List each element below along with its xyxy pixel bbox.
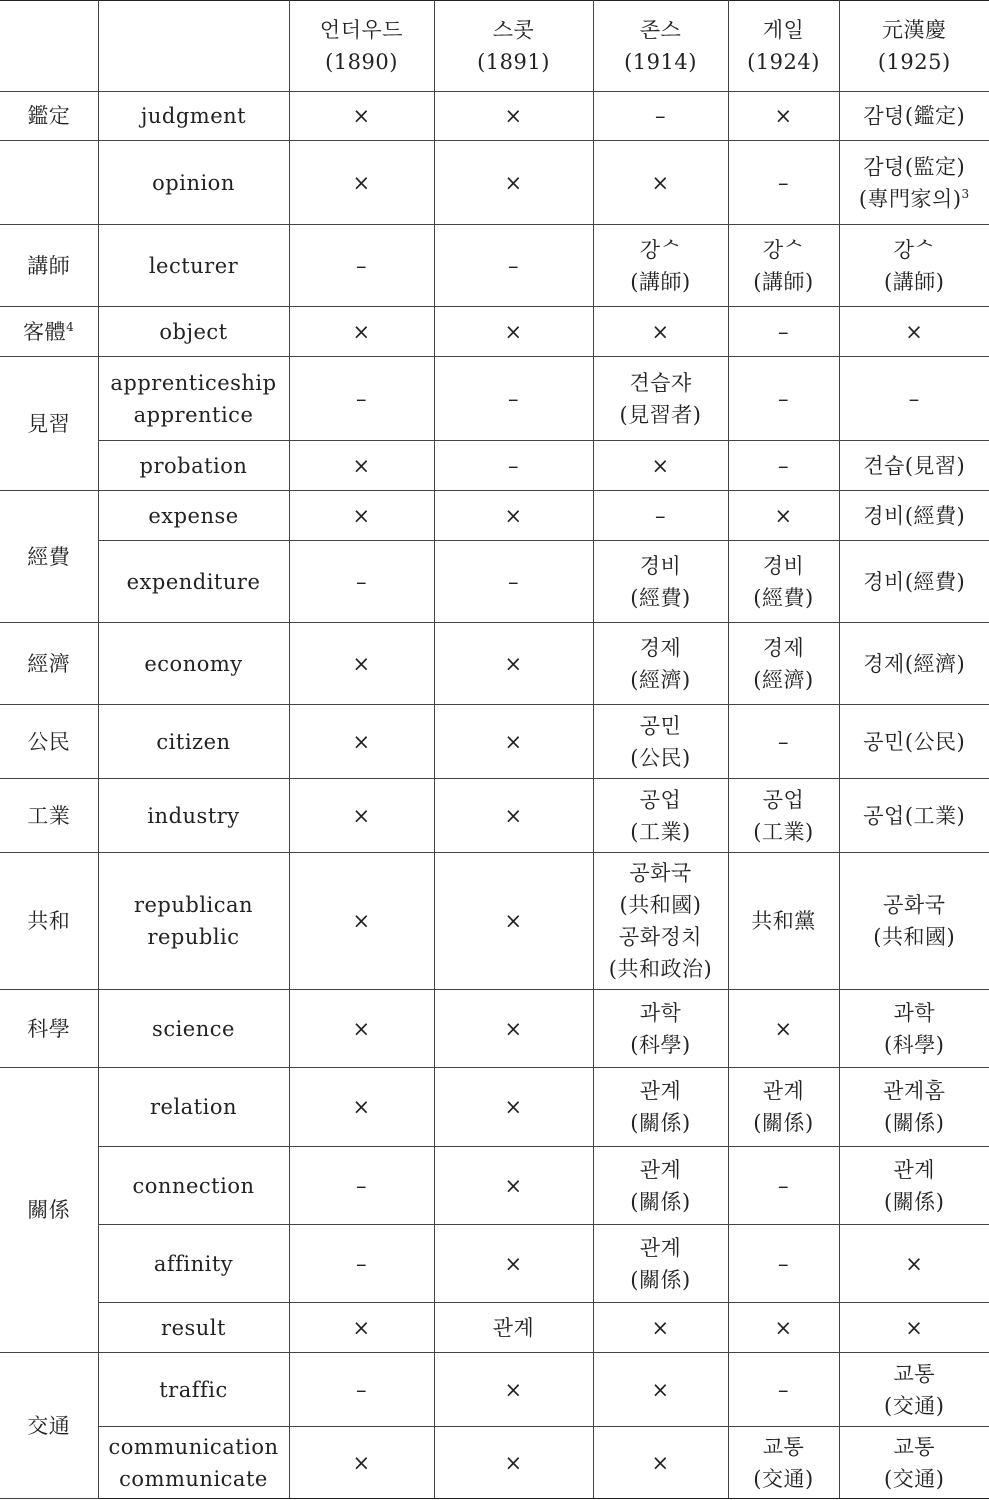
cell-scott: –: [434, 541, 593, 623]
table-row: [0, 623, 989, 705]
table-row: [0, 141, 989, 225]
cell-underwood: ×: [289, 1303, 434, 1353]
cell-scott: ×: [434, 1427, 593, 1499]
cell-scott: ×: [434, 307, 593, 357]
english-term: economy: [98, 623, 289, 705]
cell-won: 강ᄉ (講師): [839, 225, 989, 307]
english-term: science: [98, 990, 289, 1068]
cell-jones: ×: [593, 1427, 728, 1499]
cell-underwood: ×: [289, 141, 434, 225]
cell-won: 교통 (交通): [839, 1353, 989, 1427]
hanja-term: 交通: [0, 1353, 98, 1499]
cell-jones: 공민 (公民): [593, 705, 728, 779]
table-row: [0, 1427, 989, 1499]
cell-underwood: –: [289, 357, 434, 441]
english-term: citizen: [98, 705, 289, 779]
hanja-term: 講師: [0, 225, 98, 307]
table-row: [0, 779, 989, 853]
cell-won: 공화국 (共和國): [839, 853, 989, 990]
cell-gale: –: [728, 1225, 839, 1303]
header-scott: 스콧 (1891): [434, 1, 593, 92]
header-gale: 게일 (1924): [728, 1, 839, 92]
cell-underwood: ×: [289, 1427, 434, 1499]
table-row: [0, 441, 989, 491]
cell-jones: 공업 (工業): [593, 779, 728, 853]
cell-jones: 과학 (科學): [593, 990, 728, 1068]
table-row: [0, 225, 989, 307]
header-jones: 존스 (1914): [593, 1, 728, 92]
cell-won: ×: [839, 1225, 989, 1303]
cell-gale: ×: [728, 990, 839, 1068]
hanja-term-empty: [0, 141, 98, 225]
cell-underwood: ×: [289, 853, 434, 990]
cell-scott: ×: [434, 1147, 593, 1225]
cell-underwood: –: [289, 1147, 434, 1225]
english-term: affinity: [98, 1225, 289, 1303]
cell-won: 공민(公民): [839, 705, 989, 779]
english-term: expense: [98, 491, 289, 541]
cell-gale: –: [728, 1147, 839, 1225]
cell-underwood: ×: [289, 1068, 434, 1147]
cell-jones: ×: [593, 1303, 728, 1353]
cell-jones: 공화국 (共和國) 공화정치 (共和政治): [593, 853, 728, 990]
cell-gale: –: [728, 705, 839, 779]
table-row: [0, 307, 989, 357]
cell-gale: 교통 (交通): [728, 1427, 839, 1499]
cell-jones: 경제 (經濟): [593, 623, 728, 705]
cell-scott: ×: [434, 92, 593, 141]
hanja-term: 客體$^4$: [0, 307, 98, 357]
cell-won: 과학 (科學): [839, 990, 989, 1068]
hanja-term: 經費: [0, 491, 98, 623]
header-won: 元漢慶 (1925): [839, 1, 989, 92]
cell-gale: 관계 (關係): [728, 1068, 839, 1147]
cell-won: 공업(工業): [839, 779, 989, 853]
table-row: [0, 990, 989, 1068]
table-row: [0, 1353, 989, 1427]
cell-scott: ×: [434, 705, 593, 779]
english-term: lecturer: [98, 225, 289, 307]
cell-underwood: ×: [289, 705, 434, 779]
cell-jones: 관계 (關係): [593, 1068, 728, 1147]
cell-jones: –: [593, 491, 728, 541]
cell-scott: ×: [434, 141, 593, 225]
table-row: [0, 1147, 989, 1225]
table-row: [0, 1068, 989, 1147]
english-term: opinion: [98, 141, 289, 225]
cell-underwood: –: [289, 541, 434, 623]
cell-underwood: ×: [289, 307, 434, 357]
cell-underwood: –: [289, 1353, 434, 1427]
table-row: [0, 92, 989, 141]
cell-underwood: ×: [289, 779, 434, 853]
cell-won: 감뎡(監定) (專門家의)$^3$: [839, 141, 989, 225]
cell-won: ×: [839, 307, 989, 357]
cell-won: 감뎡(鑑定): [839, 92, 989, 141]
cell-scott: ×: [434, 623, 593, 705]
english-term: probation: [98, 441, 289, 491]
table-row: [0, 705, 989, 779]
english-term: expenditure: [98, 541, 289, 623]
hanja-term: 見習: [0, 357, 98, 491]
header-underwood: 언더우드 (1890): [289, 1, 434, 92]
cell-jones: ×: [593, 1353, 728, 1427]
cell-jones: 견습쟈 (見習者): [593, 357, 728, 441]
cell-gale: –: [728, 307, 839, 357]
english-term: industry: [98, 779, 289, 853]
cell-jones: ×: [593, 307, 728, 357]
english-term: result: [98, 1303, 289, 1353]
cell-gale: 共和黨: [728, 853, 839, 990]
cell-gale: 강ᄉ (講師): [728, 225, 839, 307]
cell-scott: –: [434, 441, 593, 491]
cell-gale: 경비 (經費): [728, 541, 839, 623]
english-term: apprenticeship apprentice: [98, 357, 289, 441]
english-term: traffic: [98, 1353, 289, 1427]
cell-underwood: –: [289, 225, 434, 307]
cell-scott: ×: [434, 990, 593, 1068]
cell-jones: 관계 (關係): [593, 1147, 728, 1225]
cell-jones: 관계 (關係): [593, 1225, 728, 1303]
header-hanja-col: [0, 1, 98, 92]
cell-gale: 공업 (工業): [728, 779, 839, 853]
cell-jones: 경비 (經費): [593, 541, 728, 623]
cell-scott: ×: [434, 491, 593, 541]
footnote-marker: 3: [961, 186, 970, 201]
hanja-term: 經濟: [0, 623, 98, 705]
cell-underwood: ×: [289, 491, 434, 541]
cell-scott: ×: [434, 853, 593, 990]
cell-scott: ×: [434, 1068, 593, 1147]
cell-scott: ×: [434, 1353, 593, 1427]
header-row: [0, 1, 989, 92]
cell-scott: 관계: [434, 1303, 593, 1353]
cell-gale: ×: [728, 1303, 839, 1353]
cell-underwood: ×: [289, 441, 434, 491]
cell-jones: ×: [593, 141, 728, 225]
table-row: [0, 1303, 989, 1353]
header-english-col: [98, 1, 289, 92]
english-term: relation: [98, 1068, 289, 1147]
cell-won: 견습(見習): [839, 441, 989, 491]
cell-gale: 경제 (經濟): [728, 623, 839, 705]
cell-jones: ×: [593, 441, 728, 491]
cell-gale: –: [728, 441, 839, 491]
cell-won: 경비(經費): [839, 491, 989, 541]
english-term: object: [98, 307, 289, 357]
cell-won: –: [839, 357, 989, 441]
hanja-term: 鑑定: [0, 92, 98, 141]
english-term: republican republic: [98, 853, 289, 990]
cell-scott: –: [434, 357, 593, 441]
table-row: [0, 541, 989, 623]
cell-scott: ×: [434, 1225, 593, 1303]
cell-won: 교통 (交通): [839, 1427, 989, 1499]
cell-gale: ×: [728, 491, 839, 541]
cell-gale: –: [728, 141, 839, 225]
table-row: [0, 491, 989, 541]
cell-scott: ×: [434, 779, 593, 853]
hanja-term: 共和: [0, 853, 98, 990]
english-term: communication communicate: [98, 1427, 289, 1499]
cell-gale: –: [728, 1353, 839, 1427]
cell-won: 관계 (關係): [839, 1147, 989, 1225]
cell-underwood: ×: [289, 990, 434, 1068]
cell-won: ×: [839, 1303, 989, 1353]
cell-underwood: ×: [289, 92, 434, 141]
footnote-marker: 4: [66, 319, 75, 334]
cell-underwood: ×: [289, 623, 434, 705]
cell-won: 경제(經濟): [839, 623, 989, 705]
cell-underwood: –: [289, 1225, 434, 1303]
cell-won: 관계홈 (關係): [839, 1068, 989, 1147]
hanja-term: 科學: [0, 990, 98, 1068]
hanja-term: 公民: [0, 705, 98, 779]
english-term: judgment: [98, 92, 289, 141]
cell-gale: ×: [728, 92, 839, 141]
english-term: connection: [98, 1147, 289, 1225]
table-row: [0, 853, 989, 990]
cell-won: 경비(經費): [839, 541, 989, 623]
hanja-term: 工業: [0, 779, 98, 853]
cell-gale: –: [728, 357, 839, 441]
hanja-term: 關係: [0, 1068, 98, 1353]
cell-jones: 강ᄉ (講師): [593, 225, 728, 307]
table-row: [0, 357, 989, 441]
table-row: [0, 1225, 989, 1303]
cell-jones: –: [593, 92, 728, 141]
cell-scott: –: [434, 225, 593, 307]
